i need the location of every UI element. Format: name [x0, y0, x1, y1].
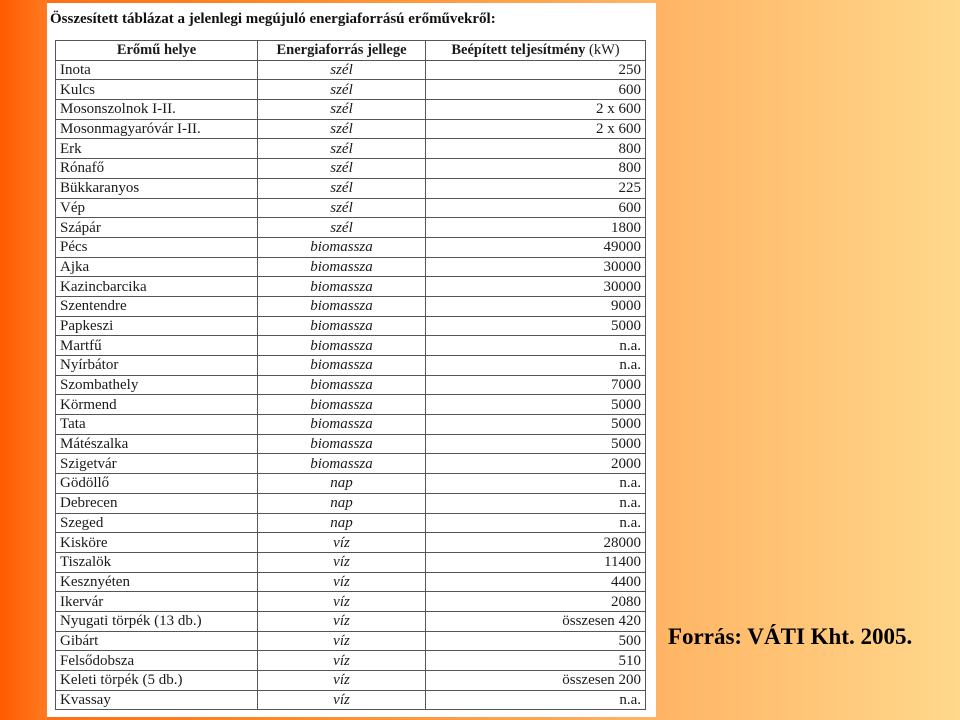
table-row	[56, 611, 646, 631]
table-row	[56, 572, 646, 592]
cell-capacity: n.a.	[426, 513, 646, 533]
table-row	[56, 493, 646, 513]
table-row	[56, 671, 646, 691]
cell-place: Inota	[56, 60, 258, 80]
cell-capacity: 800	[426, 139, 646, 159]
cell-source: víz	[258, 651, 426, 671]
cell-source: biomassza	[258, 316, 426, 336]
cell-source: víz	[258, 611, 426, 631]
cell-source: biomassza	[258, 415, 426, 435]
cell-capacity: 11400	[426, 552, 646, 572]
cell-place: Tata	[56, 415, 258, 435]
table-body	[56, 60, 646, 710]
cell-capacity: 5000	[426, 395, 646, 415]
table-row	[56, 690, 646, 710]
power-plants-table	[55, 40, 646, 710]
cell-capacity: 30000	[426, 277, 646, 297]
cell-capacity: 5000	[426, 415, 646, 435]
cell-place: Felsődobsza	[56, 651, 258, 671]
table-row	[56, 257, 646, 277]
cell-source: biomassza	[258, 237, 426, 257]
cell-place: Keleti törpék (5 db.)	[56, 671, 258, 691]
cell-source: szél	[258, 159, 426, 179]
table-row	[56, 454, 646, 474]
cell-place: Nyírbátor	[56, 356, 258, 376]
table-row	[56, 60, 646, 80]
table-row	[56, 336, 646, 356]
cell-place: Mosonmagyaróvár I-II.	[56, 119, 258, 139]
cell-source: nap	[258, 493, 426, 513]
table-row	[56, 651, 646, 671]
cell-source: víz	[258, 533, 426, 553]
cell-place: Kazincbarcika	[56, 277, 258, 297]
cell-source: víz	[258, 671, 426, 691]
table-row	[56, 631, 646, 651]
cell-place: Szentendre	[56, 296, 258, 316]
cell-capacity: n.a.	[426, 474, 646, 494]
header-capacity	[426, 41, 646, 61]
table-row	[56, 100, 646, 120]
cell-source: szél	[258, 218, 426, 238]
header-capacity-label: Beépített teljesítmény	[451, 42, 586, 59]
cell-place: Gibárt	[56, 631, 258, 651]
cell-source: biomassza	[258, 257, 426, 277]
cell-source: szél	[258, 60, 426, 80]
cell-place: Kulcs	[56, 80, 258, 100]
cell-place: Pécs	[56, 237, 258, 257]
cell-place: Papkeszi	[56, 316, 258, 336]
cell-capacity: 5000	[426, 434, 646, 454]
cell-place: Erk	[56, 139, 258, 159]
table-row	[56, 533, 646, 553]
cell-capacity: n.a.	[426, 690, 646, 710]
table-row	[56, 415, 646, 435]
cell-capacity: összesen 200	[426, 671, 646, 691]
cell-place: Körmend	[56, 395, 258, 415]
table-row	[56, 474, 646, 494]
cell-source: víz	[258, 592, 426, 612]
cell-capacity: 28000	[426, 533, 646, 553]
cell-capacity: 4400	[426, 572, 646, 592]
table-row	[56, 237, 646, 257]
table-row	[56, 434, 646, 454]
cell-capacity: 2080	[426, 592, 646, 612]
cell-place: Rónafő	[56, 159, 258, 179]
cell-source: szél	[258, 139, 426, 159]
table-row	[56, 119, 646, 139]
table-row	[56, 198, 646, 218]
table-row	[56, 356, 646, 376]
cell-place: Martfű	[56, 336, 258, 356]
cell-source: nap	[258, 513, 426, 533]
cell-capacity: 30000	[426, 257, 646, 277]
cell-place: Kvassay	[56, 690, 258, 710]
cell-place: Bükkaranyos	[56, 178, 258, 198]
cell-place: Mosonszolnok I-II.	[56, 100, 258, 120]
table-row	[56, 395, 646, 415]
document-title: Összesített táblázat a jelenlegi megújuló energiaforrású erőművekről:	[50, 11, 496, 27]
cell-capacity: 1800	[426, 218, 646, 238]
cell-place: Kisköre	[56, 533, 258, 553]
scanned-document	[47, 3, 656, 717]
table-row	[56, 159, 646, 179]
cell-capacity: 2000	[426, 454, 646, 474]
cell-capacity: 2 x 600	[426, 119, 646, 139]
cell-capacity: 7000	[426, 375, 646, 395]
cell-place: Szeged	[56, 513, 258, 533]
left-accent-bar	[0, 0, 47, 720]
table-row	[56, 316, 646, 336]
cell-place: Mátészalka	[56, 434, 258, 454]
table-row	[56, 139, 646, 159]
cell-source: nap	[258, 474, 426, 494]
cell-source: szél	[258, 119, 426, 139]
cell-source: biomassza	[258, 356, 426, 376]
cell-place: Gödöllő	[56, 474, 258, 494]
cell-place: Tiszalök	[56, 552, 258, 572]
table-row	[56, 513, 646, 533]
cell-capacity: összesen 420	[426, 611, 646, 631]
cell-capacity: 500	[426, 631, 646, 651]
cell-place: Kesznyéten	[56, 572, 258, 592]
cell-source: szél	[258, 100, 426, 120]
cell-place: Szombathely	[56, 375, 258, 395]
cell-place: Ajka	[56, 257, 258, 277]
table-row	[56, 296, 646, 316]
table-header-row	[56, 41, 646, 61]
cell-place: Szápár	[56, 218, 258, 238]
cell-source: biomassza	[258, 454, 426, 474]
cell-source: biomassza	[258, 296, 426, 316]
cell-source: biomassza	[258, 395, 426, 415]
header-capacity-unit: (kW)	[589, 42, 620, 59]
header-source: Energiaforrás jellege	[258, 41, 426, 61]
cell-capacity: 9000	[426, 296, 646, 316]
cell-source: szél	[258, 198, 426, 218]
table-row	[56, 80, 646, 100]
table-row	[56, 218, 646, 238]
cell-capacity: 225	[426, 178, 646, 198]
cell-capacity: 510	[426, 651, 646, 671]
cell-place: Debrecen	[56, 493, 258, 513]
cell-place: Szigetvár	[56, 454, 258, 474]
table-row	[56, 552, 646, 572]
cell-source: biomassza	[258, 434, 426, 454]
cell-source: víz	[258, 572, 426, 592]
table-row	[56, 178, 646, 198]
cell-place: Nyugati törpék (13 db.)	[56, 611, 258, 631]
table-row	[56, 375, 646, 395]
cell-source: szél	[258, 178, 426, 198]
source-note: Forrás: VÁTI Kht. 2005.	[668, 624, 913, 649]
cell-source: víz	[258, 690, 426, 710]
cell-capacity: 800	[426, 159, 646, 179]
cell-capacity: 49000	[426, 237, 646, 257]
table-row	[56, 277, 646, 297]
cell-capacity: 250	[426, 60, 646, 80]
cell-capacity: 600	[426, 198, 646, 218]
cell-capacity: 600	[426, 80, 646, 100]
cell-source: víz	[258, 631, 426, 651]
cell-source: víz	[258, 552, 426, 572]
cell-capacity: n.a.	[426, 356, 646, 376]
cell-capacity: n.a.	[426, 493, 646, 513]
cell-capacity: n.a.	[426, 336, 646, 356]
cell-capacity: 2 x 600	[426, 100, 646, 120]
cell-source: biomassza	[258, 375, 426, 395]
table-row	[56, 592, 646, 612]
cell-source: biomassza	[258, 336, 426, 356]
header-place: Erőmű helye	[56, 41, 258, 61]
cell-source: szél	[258, 80, 426, 100]
cell-place: Ikervár	[56, 592, 258, 612]
cell-place: Vép	[56, 198, 258, 218]
cell-capacity: 5000	[426, 316, 646, 336]
cell-source: biomassza	[258, 277, 426, 297]
